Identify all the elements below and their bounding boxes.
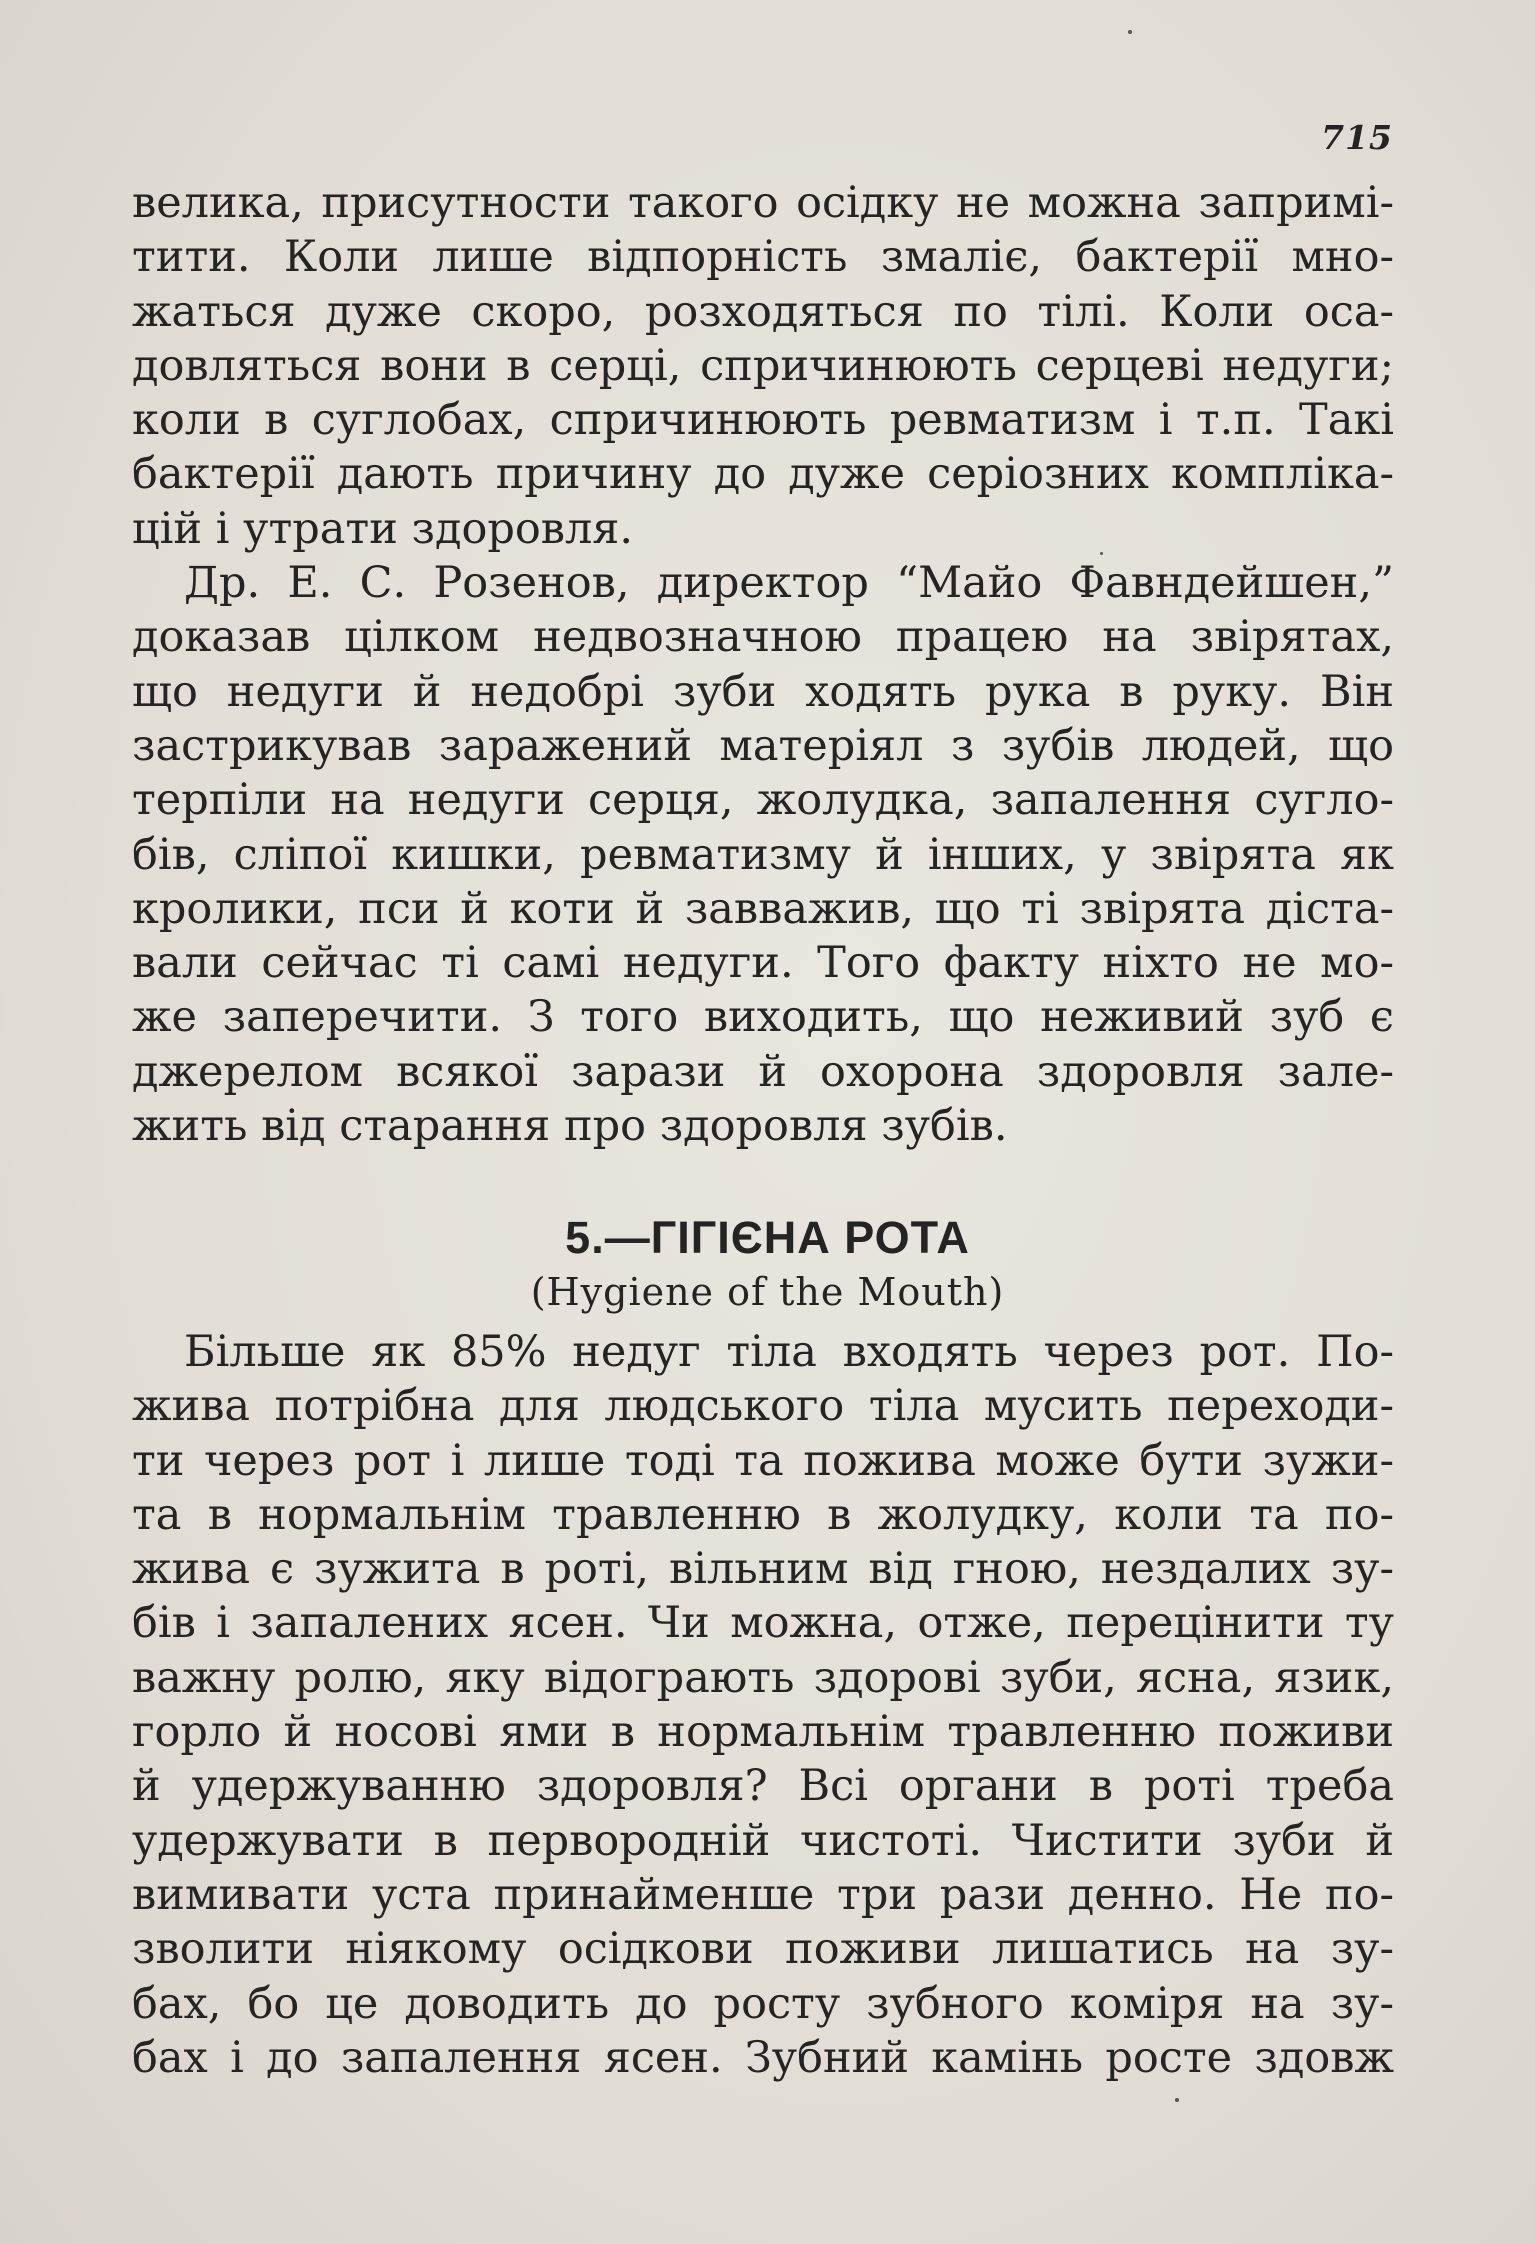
text-line: джерелом всякої зарази й охорона здоровля зале- [132, 1046, 1394, 1097]
text-line: бактерії дають причину до дуже серіозних компліка- [132, 449, 1394, 500]
text-line: Др. Е. С. Розенов, директор “Майо Фавндейшен,” [184, 558, 1394, 609]
text-line: жива потрібна для людського тіла мусить переходи- [132, 1381, 1394, 1432]
text-line: жить від старання про здоровля зубів. [132, 1101, 1008, 1152]
text-line: зволити ніякому осідкови поживи лишатись на зу- [132, 1924, 1394, 1975]
text-line: бів, сліпої кишки, ревматизму й інших, у звірята як [132, 829, 1394, 880]
text-line: застрикував заражений матеріял з зубів людей, що [132, 720, 1394, 771]
text-body-upper [132, 176, 1394, 1153]
text-line: та в нормальнім травленню в жолудку, коли та по- [132, 1489, 1394, 1540]
text-line: тити. Коли лише відпорність змаліє, бактерії мно- [132, 232, 1394, 283]
text-line: вимивати уста принайменше три рази денно. Не по- [132, 1869, 1394, 1920]
text-line: бах і до запалення ясен. Зубний камінь росте здовж [132, 2032, 1394, 2083]
text-line: удержувати в первородній чистоті. Чистити зуби й [132, 1815, 1394, 1866]
paragraph-continuation [132, 176, 1394, 556]
text-line: коли в суглобах, спричинюють ревматизм і т.п. Такі [132, 395, 1394, 446]
section-subheading: (Hygiene of the Mouth) [530, 1270, 1005, 1314]
text-line: важну ролю, яку відограють здорові зуби, ясна, язик, [132, 1652, 1394, 1703]
page-number: 715 [1321, 118, 1393, 157]
text-line: що недуги й недобрі зуби ходять рука в руку. Він [132, 666, 1394, 717]
text-line: бах, бо це доводить до росту зубного коміря на зу- [132, 1978, 1394, 2029]
text-body-lower [132, 1325, 1394, 2085]
text-line: кролики, пси й коти й завважив, що ті звірята діста- [132, 883, 1394, 934]
paper-speck [1100, 552, 1103, 555]
text-line: горло й носові ями в нормальнім травленню поживи [132, 1707, 1394, 1758]
section-heading: 5.—ГІГІЄНА РОТА [565, 1212, 970, 1263]
text-line: Більше як 85% недуг тіла входять через рот. По- [184, 1327, 1394, 1377]
text-line: ти через рот і лише тоді та пожива може бути зужи- [132, 1435, 1394, 1486]
text-line: вали сейчас ті самі недуги. Того факту ніхто не мо- [132, 938, 1394, 989]
paragraph-rosenow [132, 556, 1394, 1153]
text-line: доказав цілком недвозначною працею на звірятах, [132, 612, 1394, 663]
paragraph-hygiene [132, 1325, 1394, 2085]
paper-speck [1175, 2098, 1179, 2102]
text-line: же заперечити. З того виходить, що неживий зуб є [132, 992, 1394, 1043]
text-line: довляться вони в серці, спричинюють серцеві недуги; [132, 340, 1394, 391]
text-line: й удержуванню здоровля? Всі органи в роті треба [132, 1761, 1394, 1812]
text-line: цій і утрати здоровля. [132, 503, 634, 554]
text-line: велика, присутности такого осідку не можна запримі- [132, 178, 1394, 228]
text-line: терпіли на недуги серця, жолудка, запалення сугло- [132, 775, 1394, 826]
paper-speck [1128, 30, 1132, 34]
text-line: жаться дуже скоро, розходяться по тілі. Коли оса- [132, 286, 1394, 337]
text-line: бів і запалених ясен. Чи можна, отже, перецінити ту [132, 1598, 1394, 1649]
text-line: жива є зужита в роті, вільним від гною, нездалих зу- [132, 1544, 1394, 1595]
